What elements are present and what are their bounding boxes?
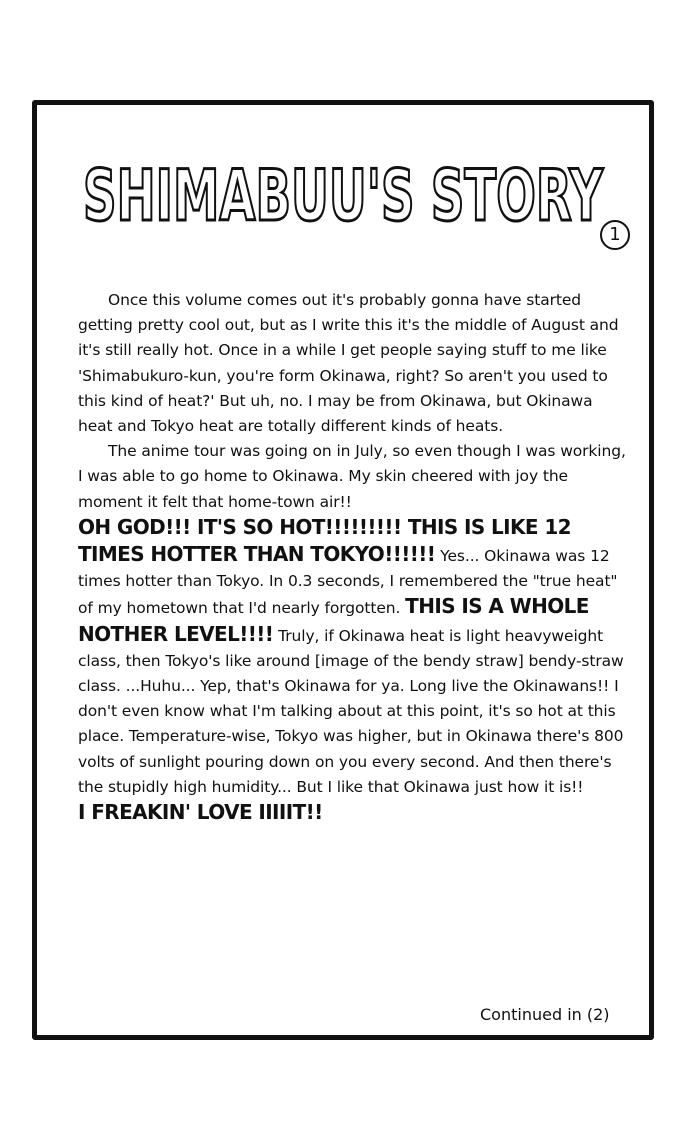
continued-note: Continued in (2) bbox=[480, 1005, 610, 1024]
shout-oh-god: OH GOD!!! IT'S SO HOT!!!!!!!!! THIS IS LIKE 12 TIMES HOTTER THAN TOKYO!!!!!! bbox=[78, 514, 571, 567]
shout-love-it: I FREAKIN' LOVE IIIIIT!! bbox=[78, 800, 323, 825]
text-truly: Truly, if Okinawa heat is light heavyweight class, then Tokyo's like around [image of the bendy straw] bendy-straw class. ...Huhu... Yep, that's Okinawa for ya. Long live the Okinawans!! I don't even know what I'm talking about at this point, it's so hot at this place. Temperature-wise, Tokyo was higher, but in Okinawa there's 800 volts of sunlight pouring down on you every second. And then there's the stupidly high humidity... But I like that Okinawa just how it is!! bbox=[78, 626, 624, 796]
story-body bbox=[78, 288, 626, 825]
page-title bbox=[78, 148, 608, 238]
paragraph-1: Once this volume comes out it's probably gonna have started getting pretty cool out, but as I write this it's the middle of August and it's still really hot. Once in a while I get people saying stuff to me like 'Shimabukuro-kun, you're form Okinawa, right? So aren't you used to this kind of heat?' But uh, no. I may be from Okinawa, but Okinawa heat and Tokyo heat are totally different kinds of heats. bbox=[78, 291, 619, 436]
shout-whole-nother-level: THIS IS A WHOLE NOTHER LEVEL!!!! bbox=[78, 594, 589, 646]
chapter-number-badge: 1 bbox=[600, 220, 630, 250]
paragraph-2: The anime tour was going on in July, so even though I was working, I was able to go home to Okinawa. My skin cheered with joy the moment it felt that home-town air!! bbox=[78, 442, 626, 511]
title-text: SHIMABUU'S STORY bbox=[83, 155, 604, 237]
text-yes-okinawa: Yes... Okinawa was 12 times hotter than Tokyo. In 0.3 seconds, I remembered the "true heat" of my hometown that I'd nearly forgotten. bbox=[78, 547, 618, 618]
title-lettering bbox=[78, 148, 608, 238]
paragraph-3 bbox=[78, 515, 626, 800]
